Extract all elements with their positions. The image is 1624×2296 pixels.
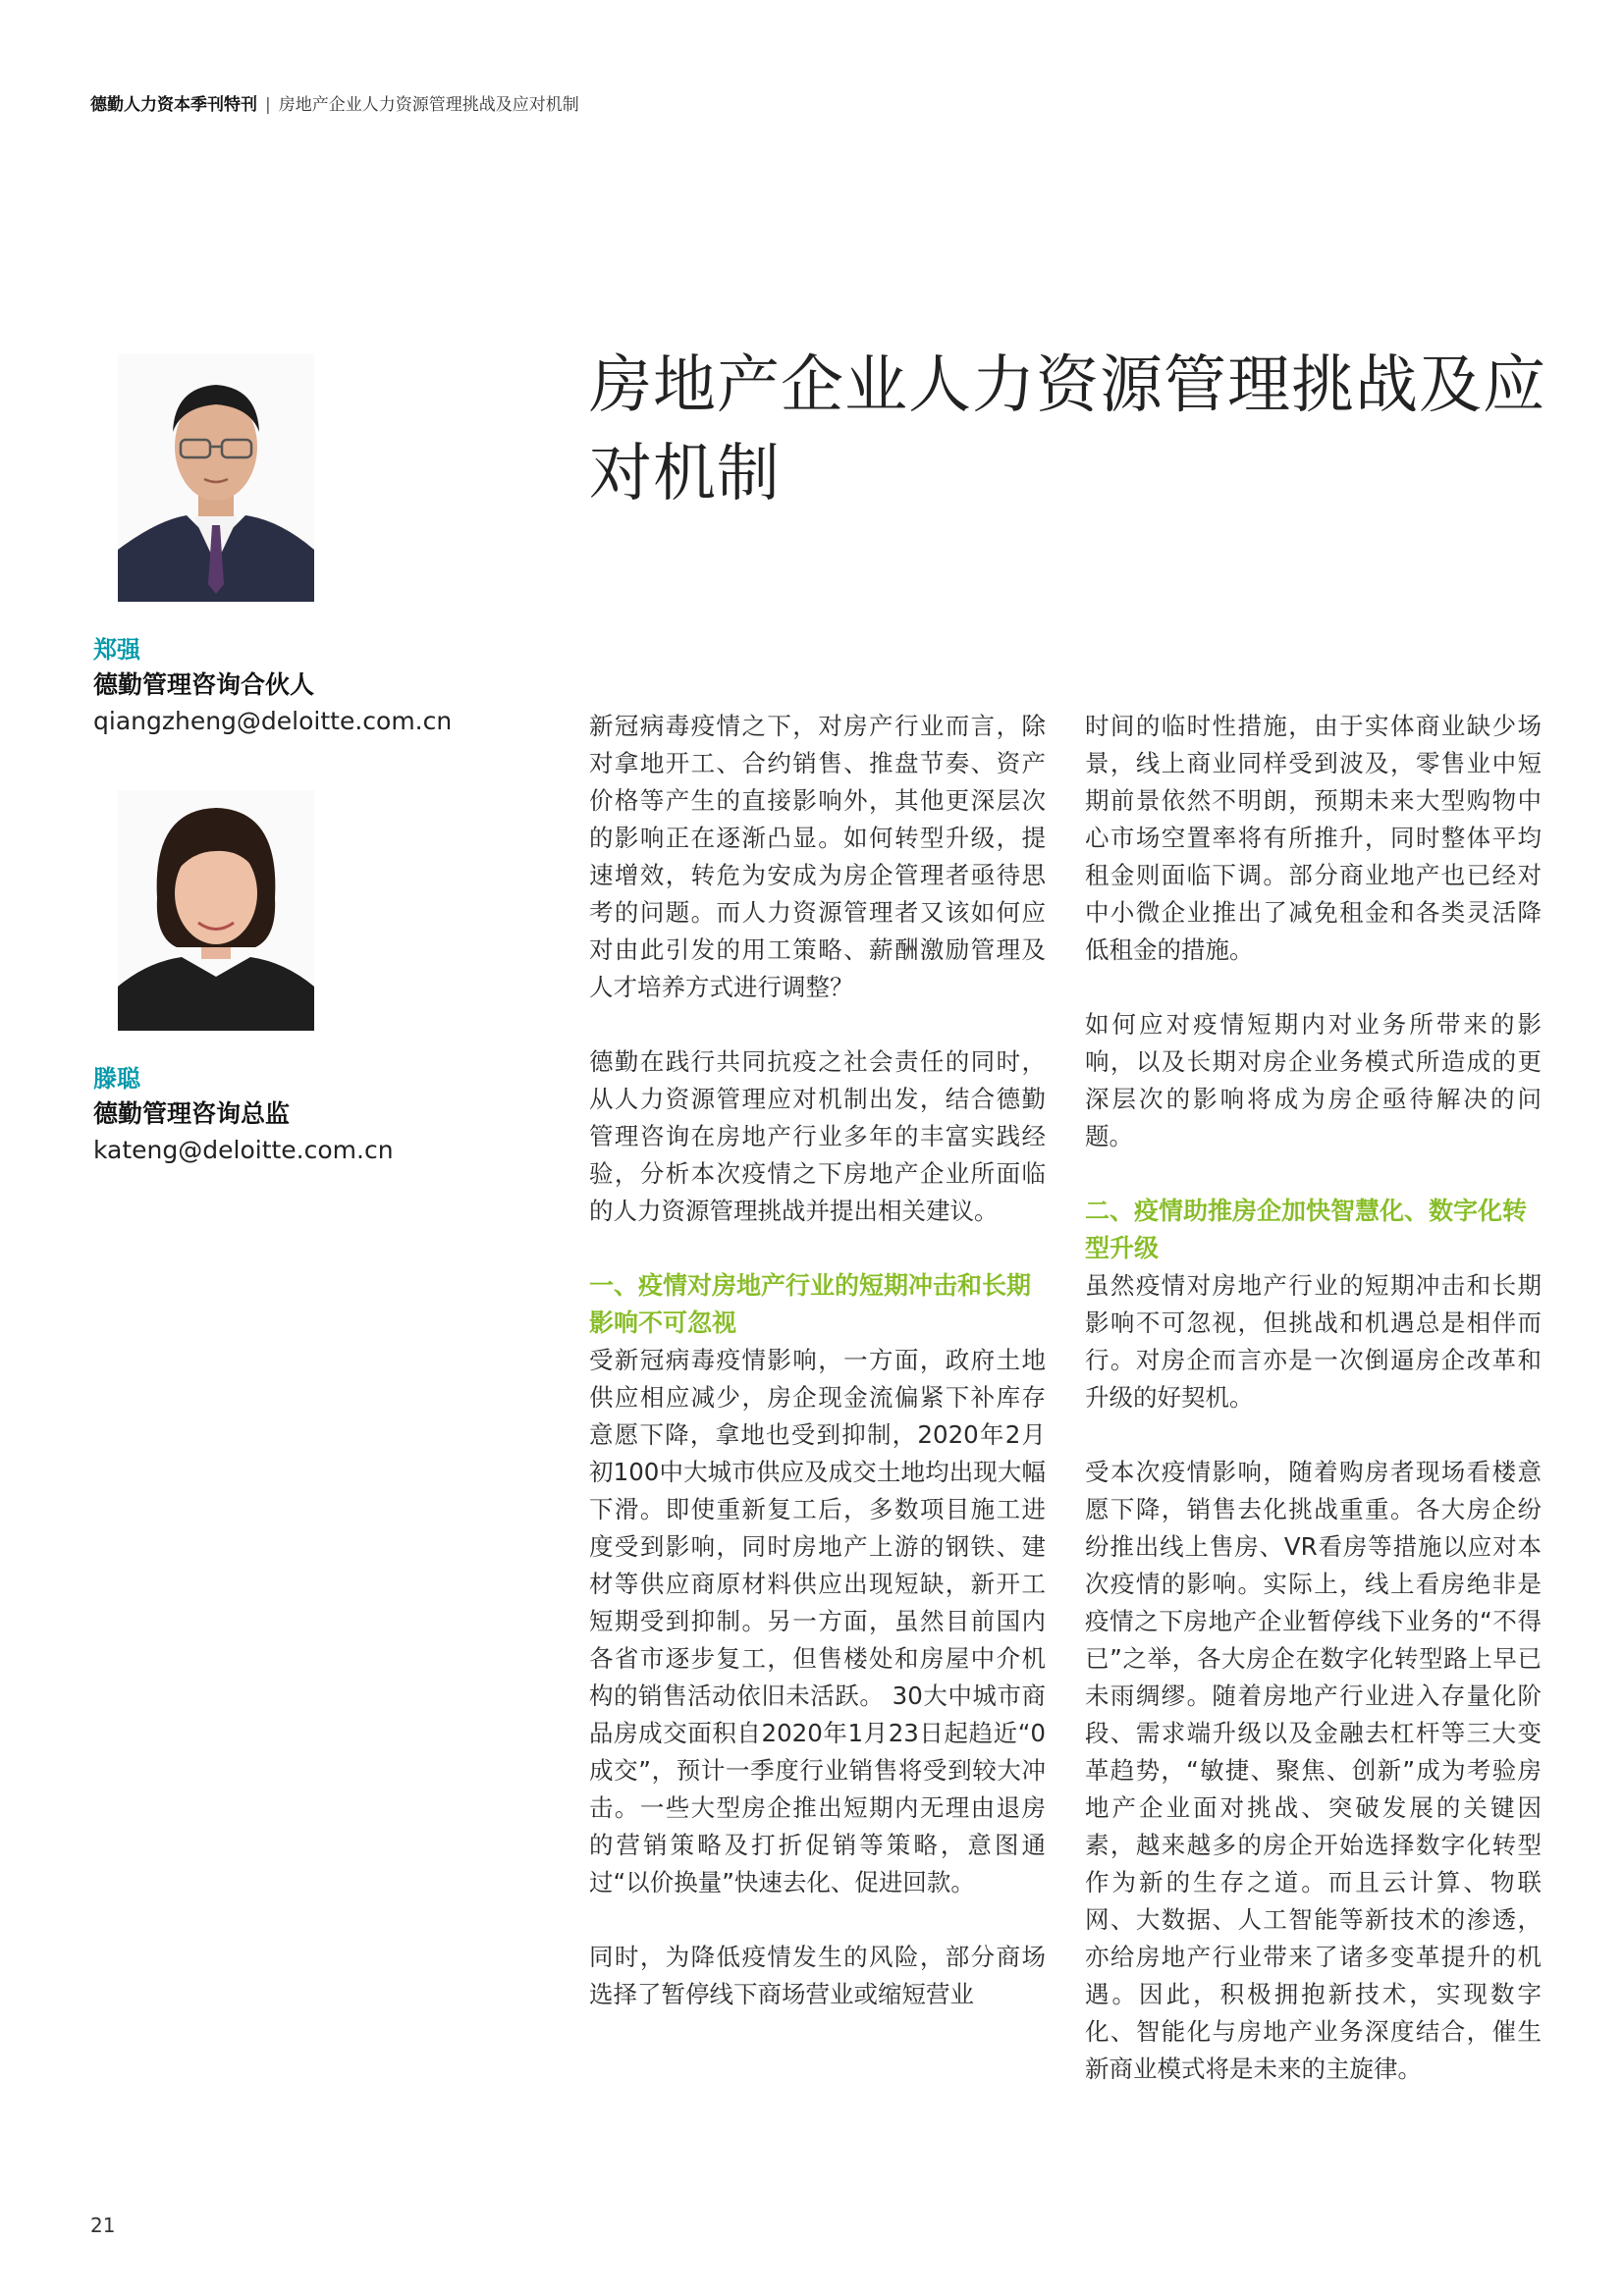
section-heading-2: 二、疫情助推房企加快智慧化、数字化转型升级 (1085, 1197, 1528, 1262)
author-role: 德勤管理咨询总监 (93, 1099, 291, 1128)
right-column (1085, 708, 1542, 2088)
author-card-zheng (93, 633, 453, 739)
author-card-teng (93, 1062, 447, 1168)
left-column (589, 708, 1046, 2013)
paragraph: 如何应对疫情短期内对业务所带来的影响，以及长期对房企业务模式所造成的更深层次的影响将成为房企亟待解决的问题。 (1085, 1010, 1542, 1150)
page-number: 21 (90, 2214, 116, 2237)
header-separator: | (265, 95, 271, 115)
author-email[interactable]: qiangzheng@deloitte.com.cn (93, 707, 453, 735)
paragraph: 受本次疫情影响，随着购房者现场看楼意愿下降，销售去化挑战重重。各大房企纷纷推出线上售房、VR看房等措施以应对本次疫情的影响。实际上，线上看房绝非是疫情之下房地产企业暂停线下业务的“不得已”之举，各大房企在数字化转型路上早已未雨绸缪。随着房地产行业进入存量化阶段、需求端升级以及金融去杠杆等三大变革趋势，“敏捷、聚焦、创新”成为考验房地产企业面对挑战、突破发展的关键因素，越来越多的房企开始选择数字化转型作为新的生存之道。而且云计算、物联网、大数据、人工智能等新技术的渗透，亦给房地产行业带来了诸多变革提升的机遇。因此，积极拥抱新技术，实现数字化、智能化与房地产业务深度结合，催生新商业模式将是未来的主旋律。 (1085, 1458, 1542, 2083)
author-photo-teng (118, 790, 314, 1031)
article-title: 房地产企业人力资源管理挑战及应对机制 (589, 349, 1546, 510)
publication-name: 德勤人力资本季刊特刊 (90, 95, 257, 115)
author-role: 德勤管理咨询合伙人 (93, 670, 315, 699)
author-name: 郑强 (93, 636, 140, 664)
author-email[interactable]: kateng@deloitte.com.cn (93, 1136, 394, 1164)
paragraph: 同时，为降低疫情发生的风险，部分商场选择了暂停线下商场营业或缩短营业 (589, 1943, 1046, 2008)
paragraph: 时间的临时性措施，由于实体商业缺少场景，线上商业同样受到波及，零售业中短期前景依然不明朗，预期未来大型购物中心市场空置率将有所推升，同时整体平均租金则面临下调。部分商业地产也已经对中小微企业推出了减免租金和各类灵活降低租金的措施。 (1085, 712, 1542, 964)
author-name: 滕聪 (93, 1065, 140, 1093)
author-photo-zheng (118, 353, 314, 602)
paragraph: 虽然疫情对房地产行业的短期冲击和长期影响不可忽视，但挑战和机遇总是相伴而行。对房企而言亦是一次倒逼房企改革和升级的好契机。 (1085, 1271, 1542, 1412)
section-heading-1: 一、疫情对房地产行业的短期冲击和长期影响不可忽视 (589, 1271, 1032, 1337)
header-article-title: 房地产企业人力资源管理挑战及应对机制 (278, 95, 579, 115)
paragraph: 受新冠病毒疫情影响，一方面，政府土地供应相应减少，房企现金流偏紧下补库存意愿下降，拿地也受到抑制，2020年2月初100中大城市供应及成交土地均出现大幅下滑。即使重新复工后，多数项目施工进度受到影响，同时房地产上游的钢铁、建材等供应商原材料供应出现短缺，新开工短期受到抑制。另一方面，虽然目前国内各省市逐步复工，但售楼处和房屋中介机构的销售活动依旧未活跃。 30大中城市商品房成交面积自2020年1月23日起趋近“0成交”，预计一季度行业销售将受到较大冲击。一些大型房企推出短期内无理由退房的营销策略及打折促销等策略，意图通过“以价换量”快速去化、促进回款。 (589, 1346, 1046, 1896)
paragraph: 德勤在践行共同抗疫之社会责任的同时，从人力资源管理应对机制出发，结合德勤管理咨询在房地产行业多年的丰富实践经验，分析本次疫情之下房地产企业所面临的人力资源管理挑战并提出相关建议。 (589, 1047, 1046, 1225)
running-header (90, 90, 579, 115)
paragraph: 新冠病毒疫情之下，对房产行业而言，除对拿地开工、合约销售、推盘节奏、资产价格等产生的直接影响外，其他更深层次的影响正在逐渐凸显。如何转型升级，提速增效，转危为安成为房企管理者亟待思考的问题。而人力资源管理者又该如何应对由此引发的用工策略、薪酬激励管理及人才培养方式进行调整？ (589, 712, 1046, 1001)
